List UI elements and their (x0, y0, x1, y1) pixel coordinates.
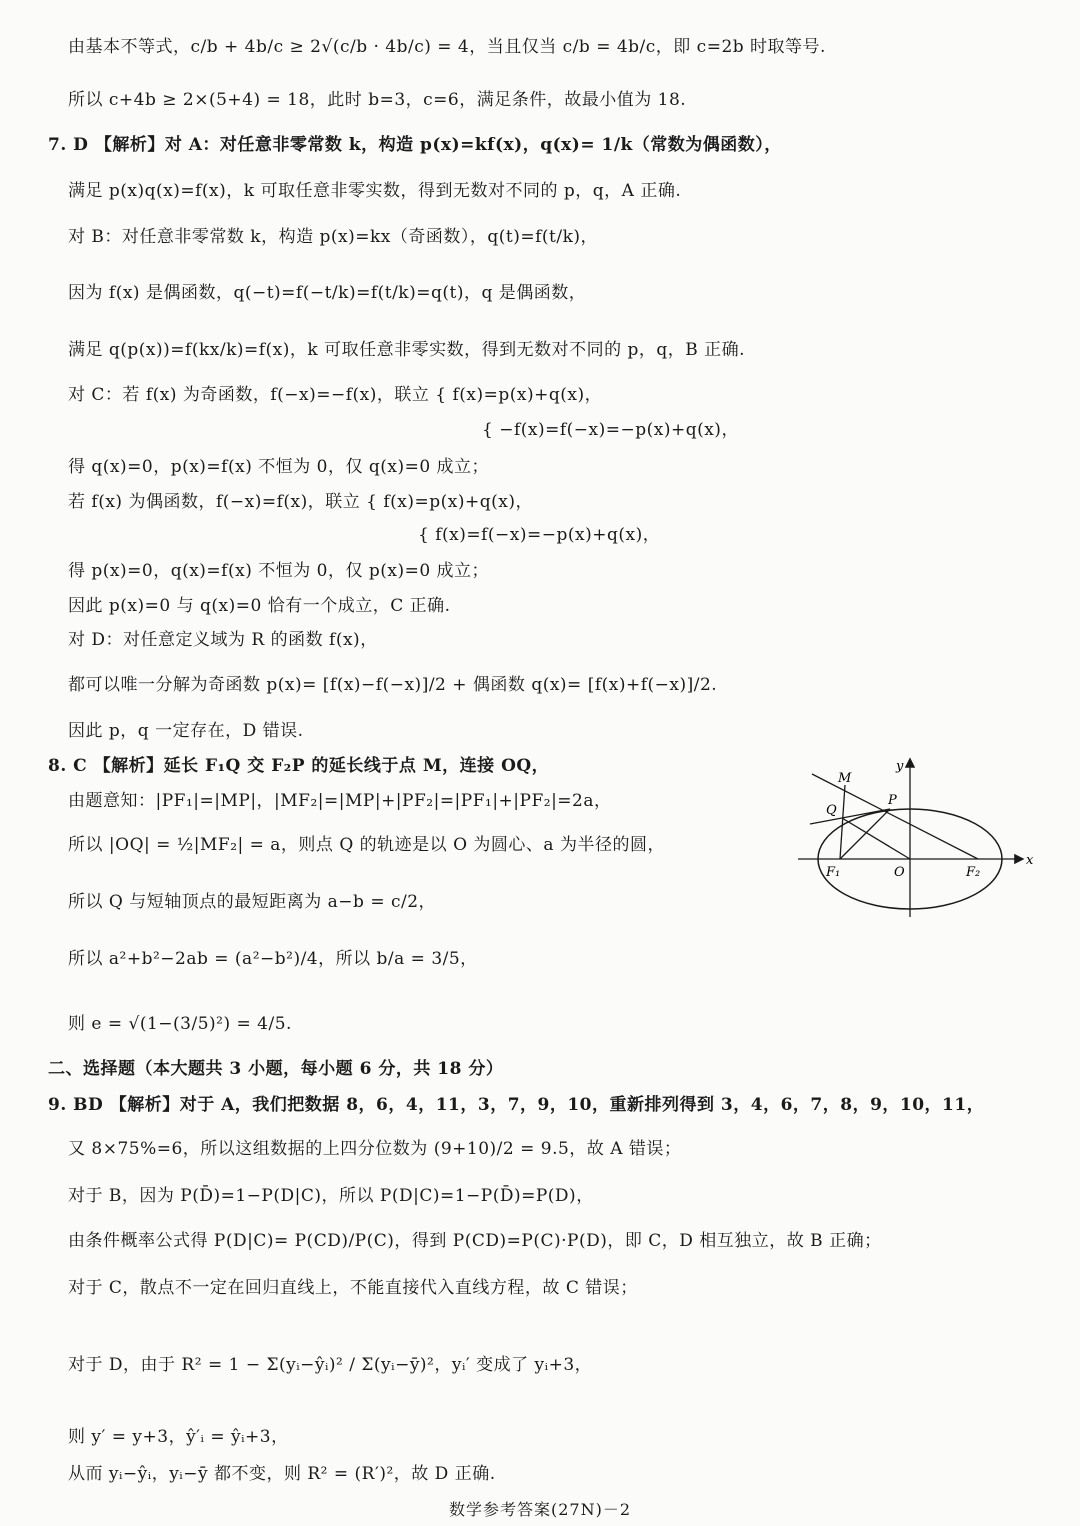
line-m-f1 (840, 785, 845, 859)
label-o: O (894, 865, 905, 880)
text-line: 对于 D，由于 R² = 1 − Σ(yᵢ−ŷᵢ)² / Σ(yᵢ−ȳ)²，yᵢ′ 变成了 yᵢ+3， (68, 1355, 593, 1375)
line-q-o (842, 818, 910, 859)
text-line: 从而 yᵢ−ŷᵢ，yᵢ−ȳ 都不变，则 R² = (R′)²，故 D 正确. (68, 1464, 496, 1484)
text-line: 因此 p，q 一定存在，D 错误. (68, 721, 304, 741)
label-m: M (838, 771, 852, 786)
text-line: 9. BD 【解析】对于 A，我们把数据 8，6，4，11，3，7，9，10，重新排列得到 3，4，6，7，8，9，10，11， (48, 1095, 985, 1115)
text-line: 对 D：对任意定义域为 R 的函数 f(x)， (68, 630, 378, 650)
label-y: y (896, 759, 904, 774)
text-line: 满足 p(x)q(x)=f(x)，k 可取任意非零实数，得到无数对不同的 p，q，A 正确. (68, 181, 682, 201)
text-line: 都可以唯一分解为奇函数 p(x)= [f(x)−f(−x)]/2 + 偶函数 q(x)= [f(x)+f(−x)]/2. (68, 675, 718, 695)
text-line: { f(x)=f(−x)=−p(x)+q(x)， (418, 525, 661, 545)
text-line: 则 y′ = y+3，ŷ′ᵢ = ŷᵢ+3， (68, 1427, 289, 1447)
text-line: 由题意知：|PF₁|=|MP|，|MF₂|=|MP|+|PF₂|=|PF₁|+|PF₂|=2a， (68, 791, 612, 811)
text-line: 所以 |OQ| = ½|MF₂| = a，则点 Q 的轨迹是以 O 为圆心、a 为半径的圆， (68, 835, 665, 855)
label-f1: F₁ (826, 865, 841, 880)
text-line: 因为 f(x) 是偶函数，q(−t)=f(−t/k)=f(t/k)=q(t)，q 是偶函数， (68, 283, 587, 303)
text-line: 二、选择题（本大题共 3 小题，每小题 6 分，共 18 分） (48, 1059, 504, 1079)
text-line: 则 e = √(1−(3/5)²) = 4/5. (68, 1014, 292, 1034)
text-line: 满足 q(p(x))=f(kx/k)=f(x)，k 可取任意非零实数，得到无数对不同的 p，q，B 正确. (68, 340, 746, 360)
label-p: P (888, 793, 897, 808)
text-line: 对于 B，因为 P(D̄)=1−P(D|C)，所以 P(D|C)=1−P(D̄)=P(D)， (68, 1186, 594, 1206)
text-line: 若 f(x) 为偶函数，f(−x)=f(x)，联立 { f(x)=p(x)+q(x)， (68, 492, 533, 512)
ellipse-figure (790, 752, 1040, 922)
text-line: 8. C 【解析】延长 F₁Q 交 F₂P 的延长线于点 M，连接 OQ， (48, 756, 550, 776)
text-line: 所以 Q 与短轴顶点的最短距离为 a−b = c/2， (68, 892, 437, 912)
text-line: { −f(x)=f(−x)=−p(x)+q(x)， (482, 420, 739, 440)
line-m-f2 (812, 774, 978, 859)
text-line: 对于 C，散点不一定在回归直线上，不能直接代入直线方程，故 C 错误； (68, 1278, 638, 1298)
text-line: 由基本不等式，c/b + 4b/c ≥ 2√(c/b · 4b/c) = 4，当且仅当 c/b = 4b/c，即 c=2b 时取等号. (68, 37, 826, 57)
text-line: 因此 p(x)=0 与 q(x)=0 恰有一个成立，C 正确. (68, 596, 451, 616)
text-line: 所以 c+4b ≥ 2×(5+4) = 18，此时 b=3，c=6，满足条件，故最小值为 18. (68, 90, 687, 110)
text-line: 所以 a²+b²−2ab = (a²−b²)/4，所以 b/a = 3/5， (68, 949, 478, 969)
text-line: 由条件概率公式得 P(D|C)= P(CD)/P(C)，得到 P(CD)=P(C)·P(D)，即 C，D 相互独立，故 B 正确； (68, 1231, 882, 1251)
page-footer: 数学参考答案(27N)－2 (448, 1500, 632, 1519)
text-line: 又 8×75%=6，所以这组数据的上四分位数为 (9+10)/2 = 9.5，故 A 错误； (68, 1139, 682, 1159)
text-line: 对 B：对任意非零常数 k，构造 p(x)=kx（奇函数），q(t)=f(t/k)， (68, 227, 599, 247)
label-f2: F₂ (966, 865, 981, 880)
text-line: 7. D 【解析】对 A：对任意非零常数 k，构造 p(x)=kf(x)，q(x)= 1/k（常数为偶函数）， (48, 135, 782, 155)
text-line: 对 C：若 f(x) 为奇函数，f(−x)=−f(x)，联立 { f(x)=p(x)+q(x)， (68, 385, 603, 405)
label-q: Q (826, 803, 837, 818)
text-line: 得 p(x)=0，q(x)=f(x) 不恒为 0，仅 p(x)=0 成立； (68, 561, 490, 581)
label-x: x (1026, 853, 1034, 868)
text-line: 得 q(x)=0，p(x)=f(x) 不恒为 0，仅 q(x)=0 成立； (68, 457, 490, 477)
